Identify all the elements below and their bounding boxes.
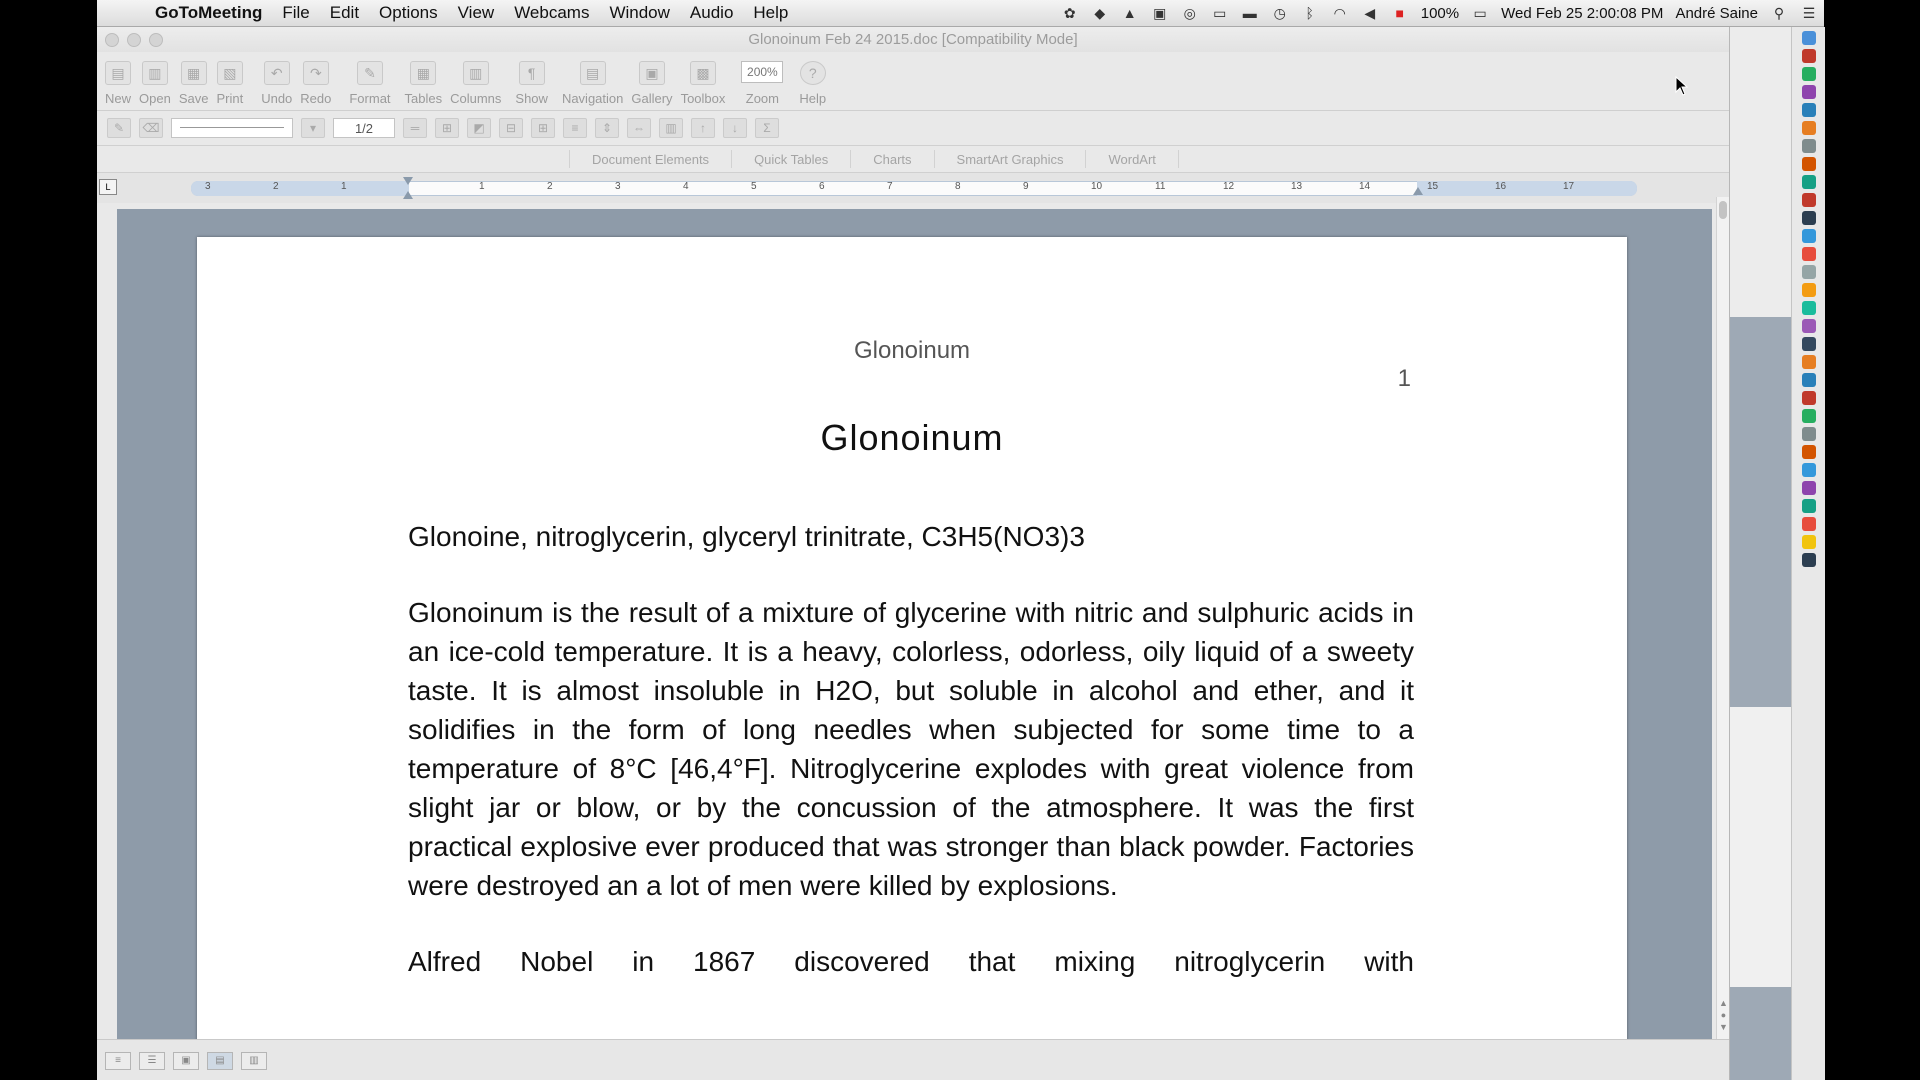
tables-button[interactable] (405, 61, 443, 110)
flag-icon[interactable]: ■ (1395, 5, 1404, 21)
time-machine-icon[interactable]: ◷ (1273, 4, 1286, 21)
flask-icon[interactable]: ▲ (1122, 5, 1137, 21)
ruler-tick: 16 (1495, 181, 1507, 192)
new-icon: ▤ (105, 61, 131, 85)
pilcrow-icon: ¶ (519, 61, 545, 85)
menu-app-name[interactable]: GoToMeeting (155, 3, 263, 22)
ruler-tick: 8 (955, 181, 961, 192)
undo-button[interactable] (261, 61, 292, 110)
print-layout-view-button[interactable]: ▤ (207, 1052, 233, 1070)
paragraph: Alfred Nobel in 1867 discovered that mixing nitroglycerin with (408, 946, 1414, 977)
dock-app-icon[interactable] (1802, 211, 1816, 225)
toolbox-icon: ▩ (690, 61, 716, 85)
drawing-toolbar (97, 111, 1729, 146)
menu-edit[interactable]: Edit (329, 3, 360, 22)
print-icon: ▧ (217, 61, 243, 85)
navigation-button[interactable] (562, 61, 623, 110)
tab-wordart[interactable]: WordArt (1085, 150, 1178, 168)
columns-label: Columns (450, 91, 502, 106)
ruler-tick: 6 (819, 181, 825, 192)
page-number: 1 (1397, 365, 1411, 392)
dock-app-icon[interactable] (1802, 481, 1816, 495)
menu-help[interactable]: Help (753, 3, 789, 22)
columns-icon: ▥ (463, 61, 489, 85)
dock-app-icon[interactable] (1802, 319, 1816, 333)
menu-window[interactable]: Window (609, 3, 670, 22)
dock-app-icon[interactable] (1802, 31, 1816, 45)
menu-file[interactable]: File (282, 3, 310, 22)
dock-app-icon[interactable] (1802, 463, 1816, 477)
document-canvas (117, 209, 1712, 1039)
dock-app-icon[interactable] (1802, 103, 1816, 117)
distribute-columns-icon[interactable]: ⇔ (627, 118, 651, 138)
dock-app-icon[interactable] (1802, 85, 1816, 99)
dock-app-icon[interactable] (1802, 265, 1816, 279)
dock-app-icon[interactable] (1802, 499, 1816, 513)
dock-app-icon[interactable] (1802, 445, 1816, 459)
status-menus (1055, 5, 1824, 22)
ruler-left-margin (191, 181, 409, 196)
battery-icon[interactable]: ▭ (1473, 4, 1487, 21)
open-icon: ▥ (142, 61, 168, 85)
shading-icon[interactable]: ◩ (467, 118, 491, 138)
zoom-input[interactable]: 200% (741, 61, 783, 83)
dock-app-icon[interactable] (1802, 355, 1816, 369)
eraser-icon[interactable]: ⌫ (139, 118, 163, 138)
line-weight-icon[interactable]: ═ (403, 118, 427, 138)
bluetooth-icon[interactable]: ᛒ (1305, 5, 1314, 21)
document-title: Glonoinum (820, 417, 1004, 458)
document-body[interactable] (408, 517, 1414, 1018)
window-title: Glonoinum Feb 24 2015.doc [Compatibility Mode] (748, 31, 1078, 48)
gallery-icon: ▣ (639, 61, 665, 85)
format-button[interactable] (349, 61, 390, 110)
ruler-tick: 11 (1155, 181, 1166, 192)
dock-app-icon[interactable] (1802, 193, 1816, 207)
scrollbar-thumb[interactable] (1719, 201, 1727, 219)
dock-app-icon[interactable] (1802, 175, 1816, 189)
standard-toolbar (97, 52, 1729, 111)
ruler-tick: 9 (1023, 181, 1029, 192)
dock-app-icon[interactable] (1802, 553, 1816, 567)
gallery-label: Gallery (631, 91, 673, 106)
ruler-tick: 14 (1359, 181, 1371, 192)
ruler-tick: 15 (1427, 181, 1439, 192)
notification-center-icon[interactable]: ☰ (1802, 4, 1816, 21)
print-label: Print (216, 91, 244, 106)
battery-percent[interactable]: 100% (1420, 4, 1460, 22)
ruler-tick: 4 (683, 181, 689, 192)
navigation-label: Navigation (561, 91, 624, 106)
ruler-tick: 3 (205, 181, 211, 192)
navigation-icon: ▤ (580, 61, 606, 85)
page-header: Glonoinum (853, 337, 971, 364)
border-icon[interactable]: ⊞ (435, 118, 459, 138)
tables-icon: ▦ (410, 61, 436, 85)
ruler-tick: 3 (615, 181, 621, 192)
status-bar (97, 1039, 1729, 1080)
show-button[interactable] (515, 61, 548, 110)
undo-label: Undo (261, 91, 293, 106)
outline-view-button[interactable]: ☰ (139, 1052, 165, 1070)
ruler-tick: 2 (273, 181, 279, 192)
open-label: Open (139, 91, 171, 106)
tab-quick-tables[interactable]: Quick Tables (731, 150, 850, 168)
sort-descending-icon[interactable]: ↓ (723, 118, 747, 138)
dock-app-icon[interactable] (1802, 247, 1816, 261)
left-indent-marker[interactable] (403, 177, 413, 199)
distribute-rows-icon[interactable]: ⇕ (595, 118, 619, 138)
ruler-tick: 7 (887, 181, 893, 192)
sum-icon[interactable]: Σ (755, 118, 779, 138)
ruler-tick: 13 (1291, 181, 1303, 192)
toolbox-label: Toolbox (680, 91, 726, 106)
ruler-tick: 12 (1223, 181, 1235, 192)
background-window (1729, 27, 1792, 1080)
sort-ascending-icon[interactable]: ↑ (691, 118, 715, 138)
menu-view[interactable]: View (457, 3, 495, 22)
toolbox-button[interactable] (681, 61, 726, 110)
menu-webcams[interactable]: Webcams (514, 3, 590, 22)
vertical-scrollbar[interactable] (1716, 197, 1729, 1039)
dock-app-icon[interactable] (1802, 391, 1816, 405)
paragraph: Glonoinum is the result of a mixture of glycerine with nitric and sulphuric acids in an ice-cold temperature. It is a heavy, colorless, odorless, oily liquid of a sweety taste. It is almost insoluble in H2O, but soluble in alcohol and ether, and it solidifies in the form of long needles when subjected for some time to a temperature of 8°C [46,4°F]. Nitroglycerine explodes with great violence from slight jar or blow, or by the concussion of the atmosphere. It was the first practical explosive ever produced that was stronger than black powder. Factories were destroyed an a lot of men were killed by explosions. (408, 597, 1414, 901)
menu-audio[interactable]: Audio (689, 3, 734, 22)
tab-document-elements[interactable]: Document Elements (569, 150, 731, 168)
dock-app-icon[interactable] (1802, 535, 1816, 549)
dock-app-icon[interactable] (1802, 229, 1816, 243)
menu-bar (97, 0, 1824, 27)
ruler-right-margin (1417, 181, 1637, 196)
new-button[interactable] (105, 61, 131, 110)
menu-user[interactable]: André Saine (1675, 4, 1758, 22)
tab-smartart-graphics[interactable]: SmartArt Graphics (934, 150, 1086, 168)
open-button[interactable] (139, 61, 171, 110)
publishing-view-button[interactable]: ▣ (173, 1052, 199, 1070)
redo-icon: ↷ (303, 61, 329, 85)
tab-stop-selector[interactable]: L (99, 179, 117, 195)
dock-app-icon[interactable] (1802, 517, 1816, 531)
dock-app-icon[interactable] (1802, 337, 1816, 351)
document-page[interactable] (197, 237, 1627, 1039)
help-label: Help (799, 91, 827, 106)
sync-icon[interactable]: ◎ (1183, 4, 1196, 21)
menu-options[interactable]: Options (379, 3, 438, 22)
dock-app-icon[interactable] (1802, 157, 1816, 171)
word-window (97, 27, 1729, 1080)
volume-icon[interactable]: ◀ (1364, 4, 1376, 21)
page-indicator[interactable]: 1/2 (333, 118, 395, 138)
undo-icon: ↶ (264, 61, 290, 85)
ruler-tick: 1 (341, 181, 347, 192)
gotomeeting-icon[interactable]: ✿ (1063, 4, 1076, 21)
dock-app-icon[interactable] (1802, 121, 1816, 135)
ruler-tick: 1 (479, 181, 485, 192)
spotlight-icon[interactable]: ⚲ (1773, 4, 1785, 21)
line-style-select[interactable] (171, 118, 293, 138)
split-cells-icon[interactable]: ⊞ (531, 118, 555, 138)
dock-app-icon[interactable] (1802, 139, 1816, 153)
save-button[interactable] (179, 61, 209, 110)
tables-label: Tables (404, 91, 443, 106)
paragraph: Glonoine, nitroglycerin, glyceryl trinitrate, C3H5(NO3)3 (408, 521, 1085, 552)
airplay-icon[interactable]: ▭ (1213, 4, 1227, 21)
draft-view-button[interactable]: ≡ (105, 1052, 131, 1070)
chevron-down-icon[interactable]: ▾ (301, 118, 325, 138)
background-window-content (1730, 27, 1792, 1080)
align-icon[interactable]: ≡ (563, 118, 587, 138)
horizontal-ruler[interactable] (97, 173, 1729, 203)
format-label: Format (349, 91, 391, 106)
dock-app-icon[interactable] (1802, 373, 1816, 387)
new-label: New (105, 91, 132, 106)
help-icon: ? (800, 61, 826, 85)
print-button[interactable] (216, 61, 243, 110)
dock-app-icon[interactable] (1802, 283, 1816, 297)
gallery-button[interactable] (631, 61, 672, 110)
tab-charts[interactable]: Charts (850, 150, 933, 168)
notebook-view-button[interactable]: ▥ (241, 1052, 267, 1070)
save-icon: ▦ (181, 61, 207, 85)
redo-button[interactable] (300, 61, 331, 110)
page-nav-arrows[interactable]: ▲ ● ▼ (1719, 998, 1728, 1032)
dropbox-icon[interactable]: ◆ (1094, 4, 1106, 21)
ribbon-tabs (97, 146, 1729, 173)
format-icon: ✎ (357, 61, 383, 85)
zoom-label: Zoom (745, 91, 779, 106)
columns-button[interactable] (450, 61, 501, 110)
save-label: Save (178, 91, 209, 106)
dock-app-icon[interactable] (1802, 67, 1816, 81)
dock-app-icon[interactable] (1802, 427, 1816, 441)
dock (1791, 27, 1825, 1080)
ruler-tick: 17 (1563, 181, 1575, 192)
show-label: Show (515, 91, 548, 106)
ruler-tick: 10 (1091, 181, 1103, 192)
ruler-tick: 5 (751, 181, 757, 192)
dock-app-icon[interactable] (1802, 49, 1816, 63)
title-bar (97, 27, 1729, 52)
document-icon[interactable]: ▣ (1153, 4, 1167, 21)
redo-label: Redo (300, 91, 332, 106)
menu-clock[interactable]: Wed Feb 25 2:00:08 PM (1501, 4, 1664, 22)
dock-app-icon[interactable] (1802, 409, 1816, 423)
pencil-icon[interactable]: ✎ (107, 118, 131, 138)
ruler-tick: 2 (547, 181, 553, 192)
right-indent-marker[interactable] (1413, 187, 1423, 195)
merge-cells-icon[interactable]: ⊟ (499, 118, 523, 138)
keyboard-icon[interactable]: ▬ (1242, 5, 1257, 21)
wifi-icon[interactable]: ◠ (1333, 4, 1346, 21)
autofit-icon[interactable]: ▥ (659, 118, 683, 138)
zoom-control[interactable] (741, 61, 783, 110)
dock-app-icon[interactable] (1802, 301, 1816, 315)
help-button[interactable] (799, 61, 826, 110)
